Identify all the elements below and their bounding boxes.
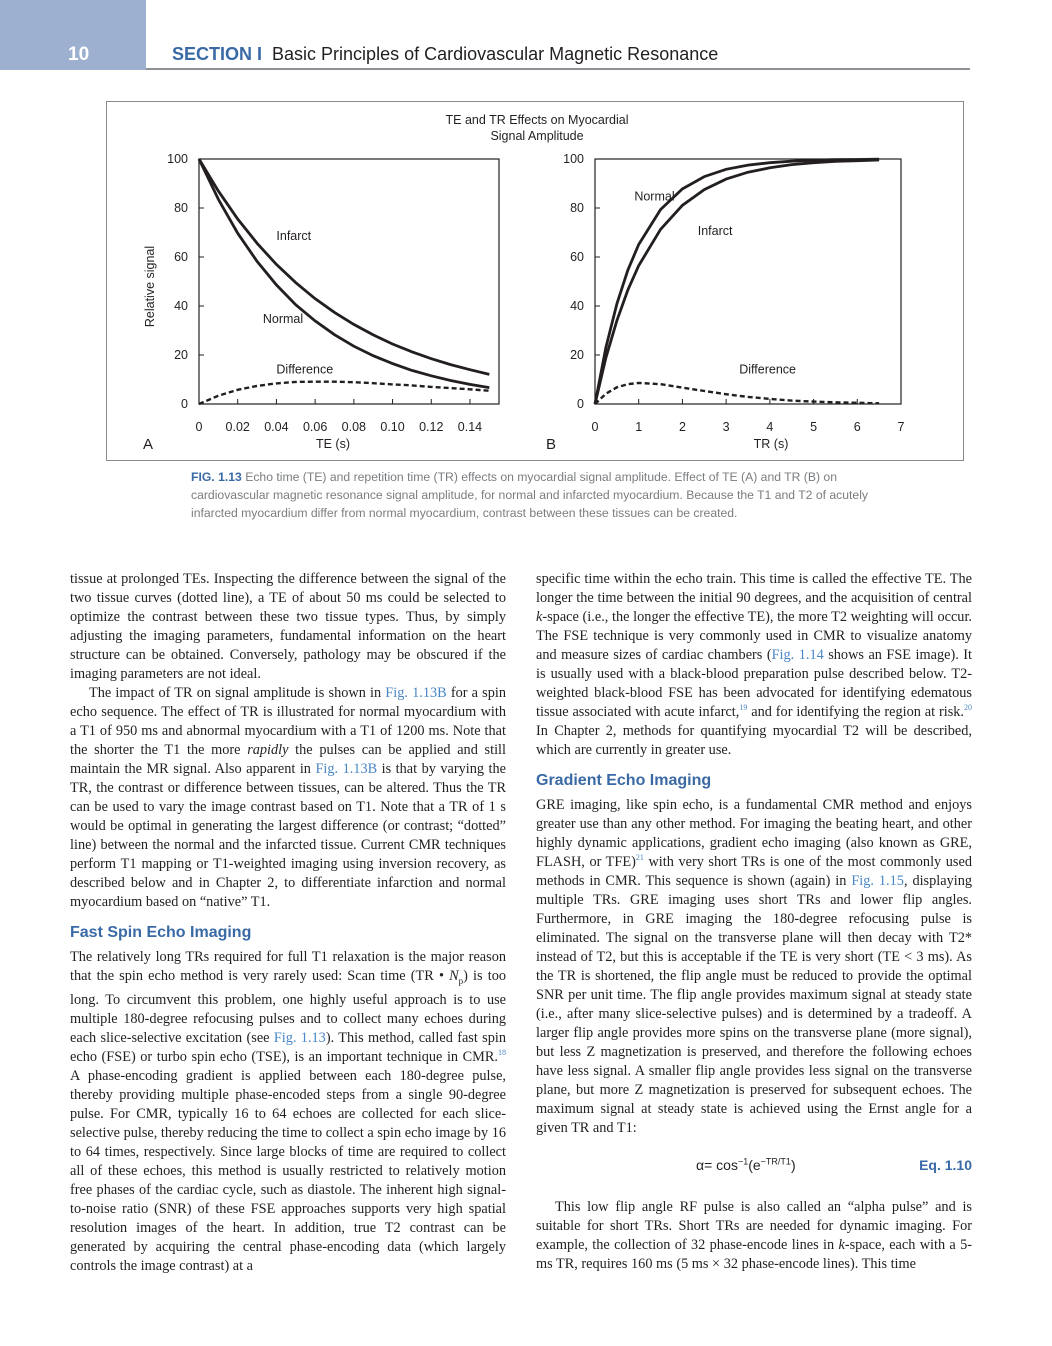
text-run: , displaying multiple TRs. GRE imaging uses short TRs and lower flip angles. Furthermore, in GRE imaging the 180-degree refocusing pulse is eliminated. The signal on the transverse plane will then decay with T2* instead of T2, but this is acceptable if the TE is very short (TE < 3 ms). As the TR is shortened, the flip angle must be reduced to provide the optimal SNR per unit time. The flip angle provides maximum signal at steady state (i.e., after many slice-selective pulses) and is determined by a tradeoff. A larger flip angle provides more spins on the transverse plane (more signal), but less Z magnetization is preserved, and therefore the following echoes have less signal. A smaller flip angle provides less signal on the transverse plane, but more Z magnetization is preserved for subsequent echoes. The maximum signal at steady state is achieved using the Ernst angle for a given TR and T1:: [536, 873, 973, 1136]
y-tick-label: 100: [167, 152, 188, 166]
y-tick-label: 40: [174, 299, 188, 313]
x-tick-label: 2: [678, 420, 686, 434]
y-tick-label: 0: [181, 397, 188, 411]
reference-link[interactable]: 19: [739, 703, 748, 713]
section-heading-fse: Fast Spin Echo Imaging: [70, 924, 252, 941]
left-column: [70, 570, 506, 1276]
reference-link[interactable]: 18: [498, 1048, 506, 1058]
text-run: with very short TRs is one of the most commonly used methods in CMR. This sequence is shown (again) in: [536, 854, 972, 889]
subscript: p: [458, 975, 464, 986]
panel-label: B: [545, 436, 557, 453]
y-tick-label: 20: [570, 348, 584, 362]
y-tick-label: 0: [577, 397, 584, 411]
text-run: -space (i.e., the longer the effective TE), the more T2 weighting will occur. The FSE technique is very commonly used in CMR to visualize anatomy and measure sizes of cardiac chambers (: [536, 609, 972, 663]
paragraph: [70, 570, 506, 684]
series-line-infarct: [199, 159, 489, 377]
equation-text: (e: [748, 1157, 761, 1173]
series-line-normal: [199, 159, 489, 388]
section-label: SECTION I: [172, 44, 263, 64]
x-tick-label: 0.04: [264, 420, 289, 434]
y-tick-label: 80: [570, 201, 584, 215]
caption-text: Echo time (TE) and repetition time (TR) effects on myocardial signal amplitude. Effect of TE (A) and TR (B) on cardiovascular magnetic resonance signal amplitude, for normal and infarcted myocardium. Because the T1 and T2 of acutely infarcted myocardium differ from normal myocardium, contrast between these tissues can be created.: [191, 470, 868, 520]
panel-label: A: [142, 436, 154, 453]
text-run: -space, each with a 5-ms TR, requires 160 ms (5 ms × 32 phase-encode lines). This time: [536, 1237, 972, 1272]
series-line-difference: [595, 383, 879, 404]
equation-number: Eq. 1.10: [919, 1157, 972, 1173]
x-tick-label: 6: [853, 420, 861, 434]
text-run: the pulses can be applied and still maintain the MR signal. Also apparent in: [70, 742, 506, 777]
text-run: ). This method, called fast spin echo (FSE) or turbo spin echo (TSE), is an important technique in CMR.: [70, 1029, 506, 1065]
emphasis: N: [449, 968, 459, 984]
y-tick-label: 20: [174, 348, 188, 362]
caption-label: FIG. 1.13: [191, 470, 242, 484]
running-header: [172, 44, 718, 65]
text-run: is that by varying the TR, the contrast or difference between tissues, can be altered. Thus the TR can be used to vary the image contrast based on T1. Note that a TR of 1 s would be optimal in generating the largest difference (or contrast; “dotted” line) between the normal and the infarcted tissue. Current CMR techniques perform T1 mapping or T1-weighted imaging using inversion recovery, as described below and in Chapter 2, to differentiate infarction and normal myocardium based on “native” T1.: [70, 761, 507, 910]
reference-link[interactable]: 20: [964, 703, 972, 713]
header-rule: [146, 68, 970, 70]
x-tick-label: 0.12: [419, 420, 444, 434]
text-run: A phase-encoding gradient is applied between each 180-degree pulse, thereby providing multiple phase-encoded steps from a single 90-degree pulse. For CMR, typically 16 to 64 echoes are collected for each slice-selective pulse, thereby reducing the time to collect a spin echo image by 16 to 64 times, respectively. Since large blocks of time are required to collect all of these echoes, this method is usually restricted to relatively motion free phases of the cardiac cycle, such as diastole. The inherent high signal-to-noise ratio (SNR) of these FSE approaches supports very high spatial resolution images of the heart. In addition, true T2 contrast can be generated by acquiring the central phase-encoding data (which largely controls the image contrast) at a: [70, 1067, 506, 1274]
y-axis-label: Relative signal: [143, 245, 157, 328]
x-tick-label: 4: [766, 420, 774, 434]
text-run: This low flip angle RF pulse is also called an “alpha pulse” and is suitable for short TRs. Short TRs are needed for dynamic imaging. For example, the collection of 32 phase-encode lines in: [536, 1199, 972, 1253]
x-tick-label: 5: [810, 420, 818, 434]
x-tick-label: 0.06: [302, 420, 328, 434]
equation-superscript: −TR/T1: [760, 1156, 791, 1167]
series-line-difference: [199, 382, 489, 404]
paragraph: [70, 948, 506, 1276]
text-run: and for identifying the region at risk.: [747, 704, 964, 720]
paragraph: [536, 796, 972, 1138]
equation-1-10: [536, 1150, 972, 1184]
emphasis: rapidly: [247, 742, 289, 758]
x-tick-label: 1: [635, 420, 643, 434]
figure-1-13-chart: [106, 101, 964, 461]
text-run: GRE imaging, like spin echo, is a fundamental CMR method and enjoys greater use than any other method. For imaging the beating heart, and other highly dynamic applications, gradient echo imaging (also known as GRE, FLASH, or TFE): [536, 797, 972, 870]
right-column: [536, 570, 972, 1274]
x-tick-label: 0.08: [341, 420, 367, 434]
figure-caption: [191, 468, 871, 522]
equation-text: α= cos: [696, 1157, 738, 1173]
series-label-normal: Normal: [262, 312, 304, 327]
section-heading-gre: Gradient Echo Imaging: [536, 772, 712, 789]
text-run: The impact of TR on signal amplitude is shown in: [89, 685, 386, 701]
paragraph: [536, 570, 972, 760]
text-run: shows an FSE image). It is usually used with a black-blood preparation pulse described below. T2-weighted black-blood FSE has been advocated for identifying edematous tissue associated with acute infarct,: [536, 647, 972, 720]
series-label-difference: Difference: [739, 362, 797, 377]
text-run: The relatively long TRs required for full T1 relaxation is the major reason that the spin echo method is very rarely used: Scan time (TR •: [70, 949, 506, 984]
figure-link[interactable]: Fig. 1.13B: [315, 761, 378, 777]
x-tick-label: 0.14: [457, 420, 483, 434]
text-run: for a spin echo sequence. The effect of TR is illustrated for normal myocardium with a T1 of 950 ms and abnormal myocardium with a T1 of 1200 ms. Note that the shorter the T1 the more: [70, 685, 507, 758]
plot-frame: [199, 159, 499, 404]
emphasis: k: [838, 1237, 845, 1253]
series-label-normal: Normal: [634, 189, 675, 204]
x-tick-label: 3: [722, 420, 730, 434]
equation-superscript: −1: [737, 1156, 749, 1167]
series-label-infarct: Infarct: [276, 228, 312, 243]
paragraph: [536, 1198, 972, 1274]
y-tick-label: 60: [570, 250, 584, 264]
series-label-infarct: Infarct: [697, 223, 733, 238]
y-tick-label: 100: [563, 152, 584, 166]
x-tick-label: 0: [195, 420, 203, 434]
y-tick-label: 60: [174, 250, 188, 264]
paragraph: [70, 684, 506, 912]
text-run: ) is too long. To circumvent this problem, one highly useful approach is to use multiple 180-degree refocusing pulses and to collect many echoes during each slice-selective excitation (see: [70, 968, 506, 1046]
series-label-difference: Difference: [276, 362, 334, 377]
figure-link[interactable]: Fig. 1.13: [273, 1029, 326, 1046]
figure-link[interactable]: Fig. 1.14: [771, 647, 824, 663]
emphasis: k: [536, 609, 543, 625]
section-title: Basic Principles of Cardiovascular Magnetic Resonance: [272, 44, 719, 64]
ernst-angle-equation: [696, 1156, 796, 1175]
text-run: tissue at prolonged TEs. Inspecting the difference between the signal of the two tissue curves (dotted line), a TE of about 50 ms could be selected to optimize the contrast between these two tissue types. Thus, by simply adjusting the imaging parameters, fundamental information on the heart structure can be obtained. Conversely, pathology may be obscured if the imaging parameters are not ideal.: [70, 571, 506, 682]
x-tick-label: 0: [591, 420, 599, 434]
y-tick-label: 80: [174, 201, 188, 215]
x-tick-label: 0.02: [225, 420, 250, 434]
figure-link[interactable]: Fig. 1.13B: [385, 685, 447, 701]
x-tick-label: 0.10: [380, 420, 405, 434]
equation-text: ): [790, 1157, 796, 1173]
page-number: 10: [68, 44, 90, 65]
y-tick-label: 40: [570, 299, 584, 313]
figure-link[interactable]: Fig. 1.15: [851, 873, 904, 889]
reference-link[interactable]: 21: [635, 853, 644, 863]
text-run: In Chapter 2, methods for quantifying myocardial T2 will be described, which are currently in greater use.: [536, 723, 972, 758]
x-axis-label: TR (s): [753, 437, 789, 451]
figure-title-line2: Signal Amplitude: [490, 129, 584, 143]
x-axis-label: TE (s): [315, 437, 351, 451]
x-tick-label: 7: [897, 420, 905, 434]
text-run: specific time within the echo train. This time is called the effective TE. The longer the time between the initial 90 degrees, and the acquisition of central: [536, 571, 972, 606]
figure-title-line1: TE and TR Effects on Myocardial: [445, 113, 629, 127]
